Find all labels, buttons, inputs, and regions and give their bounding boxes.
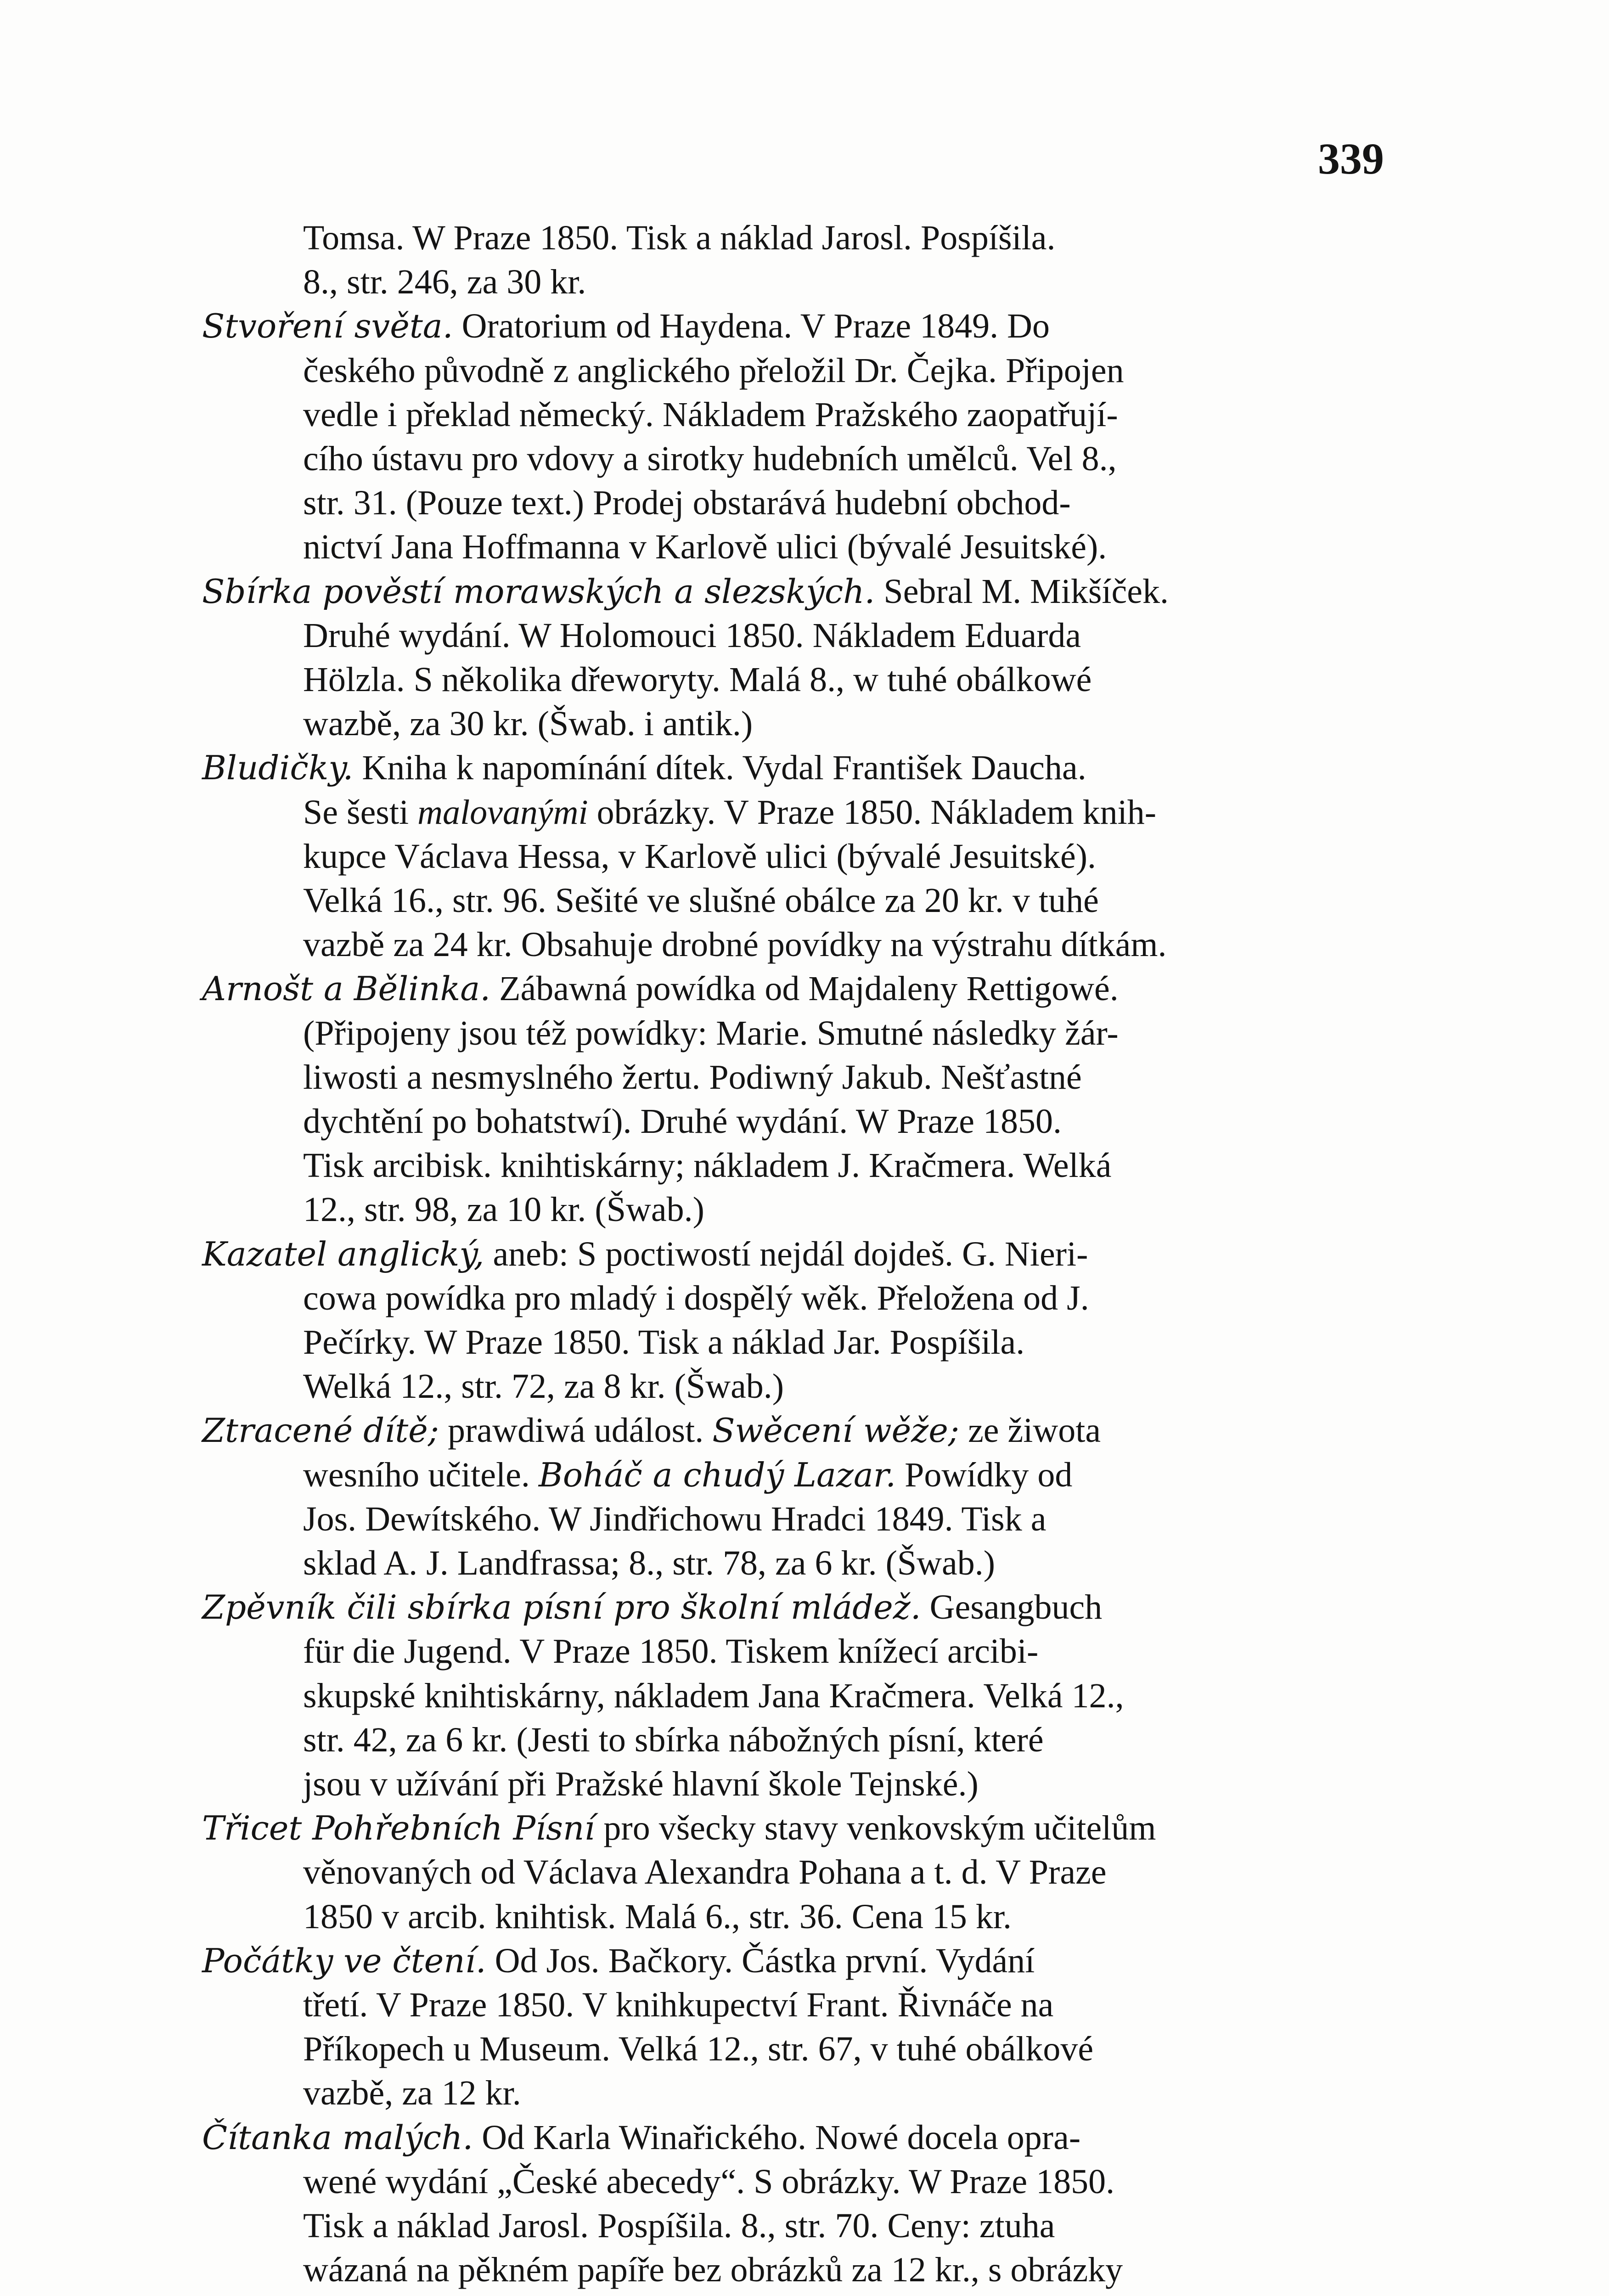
entry-continuation-line <box>303 349 1124 393</box>
entry-continuation-line <box>303 2027 1093 2071</box>
entry-continuation-line <box>303 2071 521 2115</box>
entry-text: pro všecky stavy venkovským učitelům <box>595 1809 1156 1848</box>
entry-continuation-line <box>303 1850 1107 1894</box>
entry-continuation-line <box>303 1629 1038 1673</box>
entry-continuation-line <box>303 613 1081 658</box>
entry-title: Počátky ve čtení. <box>202 1941 486 1980</box>
entry-text: Zábawná powídka od Majdaleny Rettigowé. <box>490 969 1119 1008</box>
entry-title: Arnošt a Bělinka. <box>202 969 491 1008</box>
entry-continuation-line <box>303 1143 1112 1187</box>
entry-continuation-line <box>303 1497 1046 1541</box>
entry-text: Od Jos. Bačkory. Částka první. Vydání <box>486 1941 1035 1980</box>
entry-continuation-line <box>303 1983 1053 2027</box>
entry-continuation-line <box>303 2248 1123 2292</box>
entry-text: wazbě, za 30 kr. (Šwab. i antik.) <box>303 704 753 743</box>
entry-text: 12., str. 98, za 10 kr. (Šwab.) <box>303 1190 704 1229</box>
entry-continuation-line <box>303 1187 704 1232</box>
entry-continuation-line <box>303 658 1091 702</box>
entry-text: Se šesti <box>303 793 418 832</box>
entry-continuation-line <box>303 1674 1124 1718</box>
entry-first-line <box>202 2116 1080 2160</box>
entry-text: cowa powídka pro mladý i dospělý wěk. Přeložena od J. <box>303 1278 1089 1317</box>
entry-first-line <box>202 1408 1101 1452</box>
entry-title: Kazatel anglický, <box>202 1234 484 1273</box>
entry-continuation-line <box>303 437 1117 481</box>
entry-text: třetí. V Praze 1850. V knihkupectví Frant. Řivnáče na <box>303 1986 1054 2024</box>
entry-title: Swěcení wěže; <box>712 1411 960 1450</box>
entry-text: Oratorium od Haydena. V Praze 1849. Do <box>453 307 1050 346</box>
entry-text: Hölzla. S několika dřeworyty. Malá 8., w tuhé obálkowé <box>303 660 1092 699</box>
entry-text: věnovaných od Václava Alexandra Pohana a t. d. V Praze <box>303 1853 1107 1892</box>
entry-text: liwosti a nesmyslného žertu. Podiwný Jakub. Nešťastné <box>303 1058 1082 1097</box>
entry-text: für die Jugend. V Praze 1850. Tiskem knížecí arcibi- <box>303 1632 1039 1671</box>
entry-text: (Připojeny jsou též powídky: Marie. Smutné následky žár- <box>303 1013 1119 1052</box>
entry-text: malovanými <box>417 793 588 832</box>
entry-first-line <box>202 746 1086 790</box>
entry-text: Gesangbuch <box>921 1588 1103 1627</box>
entry-continuation-line <box>303 1055 1082 1099</box>
entry-text: wázaná na pěkném papíře bez obrázků za 12 kr., s obrázky <box>303 2251 1123 2290</box>
entry-title: Bludičky. <box>202 748 354 788</box>
entry-continuation-line <box>303 1453 1072 1497</box>
entry-text: 1850 v arcib. knihtisk. Malá 6., str. 36. Cena 15 kr. <box>303 1897 1012 1936</box>
entry-text: Druhé wydání. W Holomouci 1850. Nákladem Eduarda <box>303 616 1081 655</box>
entry-continuation-line <box>303 1011 1119 1055</box>
entry-text: Tomsa. W Praze 1850. Tisk a náklad Jarosl. Pospíšila. <box>303 219 1056 257</box>
entry-continuation-line <box>303 393 1118 437</box>
entry-title: Zpěvník čili sbírka písní pro školní mládež. <box>202 1588 921 1627</box>
entry-continuation-line <box>303 2160 1114 2204</box>
entry-text: Velká 16., str. 96. Sešité ve slušné obálce za 20 kr. v tuhé <box>303 881 1099 920</box>
entry-title: Boháč a chudý Lazar. <box>538 1455 896 1494</box>
entry-first-line <box>202 1585 1102 1629</box>
entry-continuation-line <box>303 1276 1089 1320</box>
entry-text: dychtění po bohatstwí). Druhé wydání. W Praze 1850. <box>303 1102 1062 1141</box>
entry-first-line <box>202 1232 1088 1276</box>
entry-text: skupské knihtiskárny, nákladem Jana Kračmera. Velká 12., <box>303 1676 1124 1715</box>
entry-text: sklad A. J. Landfrassa; 8., str. 78, za 6 kr. (Šwab.) <box>303 1544 996 1582</box>
entry-continuation-line <box>303 260 586 304</box>
entry-title: Třicet Pohřebních Písní <box>202 1809 595 1848</box>
entry-text: českého původně z anglického přeložil Dr. Čejka. Připojen <box>303 351 1124 390</box>
entry-continuation-line <box>303 834 1096 878</box>
entry-continuation-line <box>303 702 753 746</box>
entry-text: Pečírky. W Praze 1850. Tisk a náklad Jar. Pospíšila. <box>303 1323 1025 1362</box>
entry-continuation-line <box>303 1320 1024 1364</box>
entry-text: kupce Václava Hessa, v Karlově ulici (bývalé Jesuitské). <box>303 837 1096 876</box>
entry-text: Od Karla Winařického. Nowé docela opra- <box>473 2118 1081 2157</box>
entry-text: Jos. Dewítského. W Jindřichowu Hradci 1849. Tisk a <box>303 1499 1046 1538</box>
entry-continuation-line <box>303 2204 1055 2248</box>
entry-text: vazbě za 24 kr. Obsahuje drobné povídky na výstrahu dítkám. <box>303 925 1167 964</box>
entry-text: jsou v užívání při Pražské hlavní škole Tejnské.) <box>303 1765 979 1803</box>
entry-continuation-line <box>303 1895 1012 1939</box>
entry-text: str. 42, za 6 kr. (Jesti to sbírka nábožných písní, které <box>303 1720 1044 1759</box>
entry-continuation-line <box>303 216 1056 260</box>
entry-continuation-line <box>303 1099 1062 1143</box>
entry-text: nictví Jana Hoffmanna v Karlově ulici (bývalé Jesuitské). <box>303 528 1107 567</box>
entry-text: wesního učitele. <box>303 1455 539 1494</box>
entry-text: wené wydání „České abecedy“. S obrázky. W Praze 1850. <box>303 2162 1115 2201</box>
entry-title: Čítanka malých. <box>202 2118 473 2157</box>
entry-text: vedle i překlad německý. Nákladem Pražského zaopatřují- <box>303 395 1118 434</box>
entry-continuation-line <box>303 1364 784 1408</box>
entry-first-line <box>202 304 1050 348</box>
entry-continuation-line <box>303 481 1071 525</box>
entry-text: vazbě, za 12 kr. <box>303 2074 521 2113</box>
entry-text: Tisk a náklad Jarosl. Pospíšila. 8., str. 70. Ceny: ztuha <box>303 2206 1055 2245</box>
entry-first-line <box>202 1806 1156 1850</box>
entry-title: Sbírka pověstí morawských a slezských. <box>202 572 875 611</box>
entry-text: Tisk arcibisk. knihtiskárny; nákladem J. Kračmera. Welká <box>303 1146 1112 1185</box>
entry-continuation-line <box>303 790 1156 834</box>
entry-text: aneb: S poctiwostí nejdál dojdeš. G. Nieri- <box>484 1234 1088 1273</box>
entry-continuation-line <box>303 525 1107 569</box>
entry-text: cího ústavu pro vdovy a sirotky hudebních umělců. Vel 8., <box>303 439 1117 478</box>
entry-text: Příkopech u Museum. Velká 12., str. 67, v tuhé obálkové <box>303 2030 1094 2069</box>
entry-text: obrázky. V Praze 1850. Nákladem knih- <box>588 793 1157 832</box>
entry-title: Ztracené dítě; <box>202 1411 439 1450</box>
entry-text: 8., str. 246, za 30 kr. <box>303 263 586 302</box>
entry-first-line <box>202 569 1169 613</box>
entry-continuation-line <box>303 1541 995 1585</box>
entry-text: Kniha k napomínání dítek. Vydal František Daucha. <box>353 748 1086 788</box>
entry-text: prawdiwá událost. <box>439 1411 713 1450</box>
entry-continuation-line <box>303 1762 979 1806</box>
entry-continuation-line <box>303 923 1167 967</box>
entry-continuation-line <box>303 878 1099 923</box>
entry-text: str. 31. (Pouze text.) Prodej obstarává hudební obchod- <box>303 484 1071 523</box>
entry-first-line <box>202 1939 1035 1983</box>
page-number: 339 <box>1318 134 1384 183</box>
entry-continuation-line <box>303 1718 1044 1762</box>
entry-title: Stvoření světa. <box>202 307 453 346</box>
entry-text: ze žiwota <box>959 1411 1101 1450</box>
entry-text: Powídky od <box>896 1455 1073 1494</box>
entry-text: Welká 12., str. 72, za 8 kr. (Šwab.) <box>303 1367 784 1406</box>
entry-first-line <box>202 967 1119 1011</box>
entry-text: Sebral M. Mikšíček. <box>875 572 1169 611</box>
